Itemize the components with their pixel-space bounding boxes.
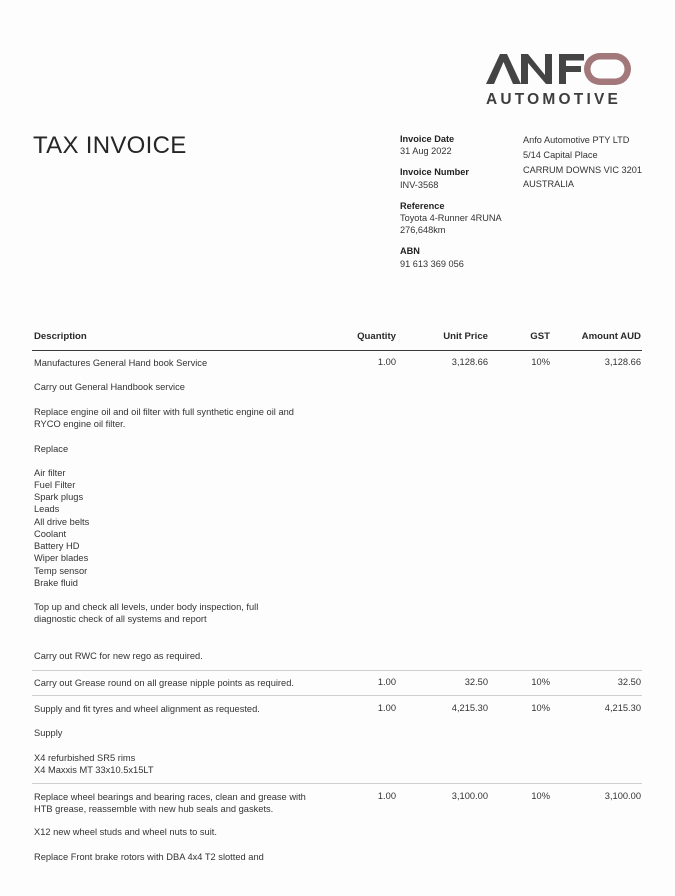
invoice-number-label: Invoice Number [400, 167, 469, 178]
item-description: Replace wheel bearings and bearing races, clean and grease with [34, 792, 306, 802]
invoice-meta [400, 133, 502, 279]
item-detail: Leads [34, 504, 60, 514]
item-description: Supply and fit tyres and wheel alignment as requested. [34, 704, 260, 714]
invoice-date-label: Invoice Date [400, 134, 455, 144]
item-unit-price: 4,215.30 [451, 703, 488, 713]
header-quantity: Quantity [357, 331, 396, 342]
item-detail: Brake fluid [34, 578, 78, 588]
item-detail: Spark plugs [34, 492, 84, 502]
item-detail: Temp sensor [34, 566, 88, 576]
logo-wordmark [480, 48, 645, 93]
company-address [523, 133, 642, 192]
item-unit-price: 32.50 [464, 677, 488, 687]
header-gst: GST [530, 331, 550, 342]
item-gst: 10% [531, 791, 550, 801]
item-detail: Battery HD [34, 541, 80, 551]
item-quantity: 1.00 [377, 677, 396, 687]
item-unit-price: 3,128.66 [451, 357, 488, 367]
item-detail: All drive belts [34, 517, 90, 527]
item-detail: Replace [34, 444, 69, 454]
item-amount: 32.50 [617, 677, 641, 687]
item-unit-price: 3,100.00 [451, 791, 488, 801]
logo-subtitle: AUTOMOTIVE [486, 91, 622, 108]
item-amount: 3,100.00 [604, 791, 641, 801]
address-line: CARRUM DOWNS VIC 3201 [523, 164, 642, 175]
item-detail: Fuel Filter [34, 480, 76, 490]
header-description: Description [34, 331, 87, 342]
item-detail: Supply [34, 728, 63, 738]
item-amount: 3,128.66 [604, 357, 641, 367]
item-amount: 4,215.30 [604, 703, 641, 713]
item-detail: Air filter [34, 468, 66, 478]
invoice-date-value: 31 Aug 2022 [400, 146, 452, 157]
reference-line-1: Toyota 4-Runner 4RUNA [400, 213, 502, 224]
abn-label: ABN [400, 246, 420, 257]
item-detail: RYCO engine oil filter. [34, 419, 126, 429]
item-detail: X12 new wheel studs and wheel nuts to suit. [34, 827, 217, 837]
item-quantity: 1.00 [377, 791, 396, 801]
row-divider [32, 783, 642, 784]
item-detail: Coolant [34, 529, 67, 539]
header-amount: Amount AUD [581, 331, 641, 342]
item-quantity: 1.00 [377, 357, 396, 367]
item-detail: Wiper blades [34, 553, 89, 563]
invoice-number-value: INV-3568 [400, 179, 439, 190]
item-quantity: 1.00 [377, 703, 396, 713]
item-detail: Replace Front brake rotors with DBA 4x4 T2 slotted and [34, 852, 264, 862]
item-gst: 10% [531, 703, 550, 713]
header-unit-price: Unit Price [443, 331, 488, 342]
item-description: Manufactures General Hand book Service [34, 358, 208, 368]
address-line: Anfo Automotive PTY LTD [523, 135, 630, 145]
reference-label: Reference [400, 200, 445, 211]
item-description: Carry out Grease round on all grease nipple points as required. [34, 678, 294, 688]
row-divider [32, 670, 642, 671]
item-detail: Top up and check all levels, under body inspection, full [34, 602, 259, 612]
abn-value: 91 613 369 056 [400, 258, 464, 269]
header-divider [32, 350, 642, 351]
address-line: AUSTRALIA [523, 179, 575, 190]
item-detail: Replace engine oil and oil filter with full synthetic engine oil and [34, 407, 294, 417]
item-detail: X4 refurbished SR5 rims [34, 753, 136, 763]
page-title: TAX INVOICE [33, 132, 187, 159]
item-detail: X4 Maxxis MT 33x10.5x15LT [34, 765, 154, 775]
address-line: 5/14 Capital Place [523, 149, 598, 160]
item-gst: 10% [531, 677, 550, 687]
item-detail: Carry out General Handbook service [34, 382, 185, 392]
reference-line-2: 276,648km [400, 225, 446, 236]
row-divider [32, 695, 642, 696]
company-logo [480, 48, 645, 113]
item-detail: diagnostic check of all systems and report [34, 614, 207, 624]
item-gst: 10% [531, 357, 550, 367]
item-description-line-2: HTB grease, reassemble with new hub seals and gaskets. [34, 804, 274, 814]
item-detail: Carry out RWC for new rego as required. [34, 651, 203, 661]
